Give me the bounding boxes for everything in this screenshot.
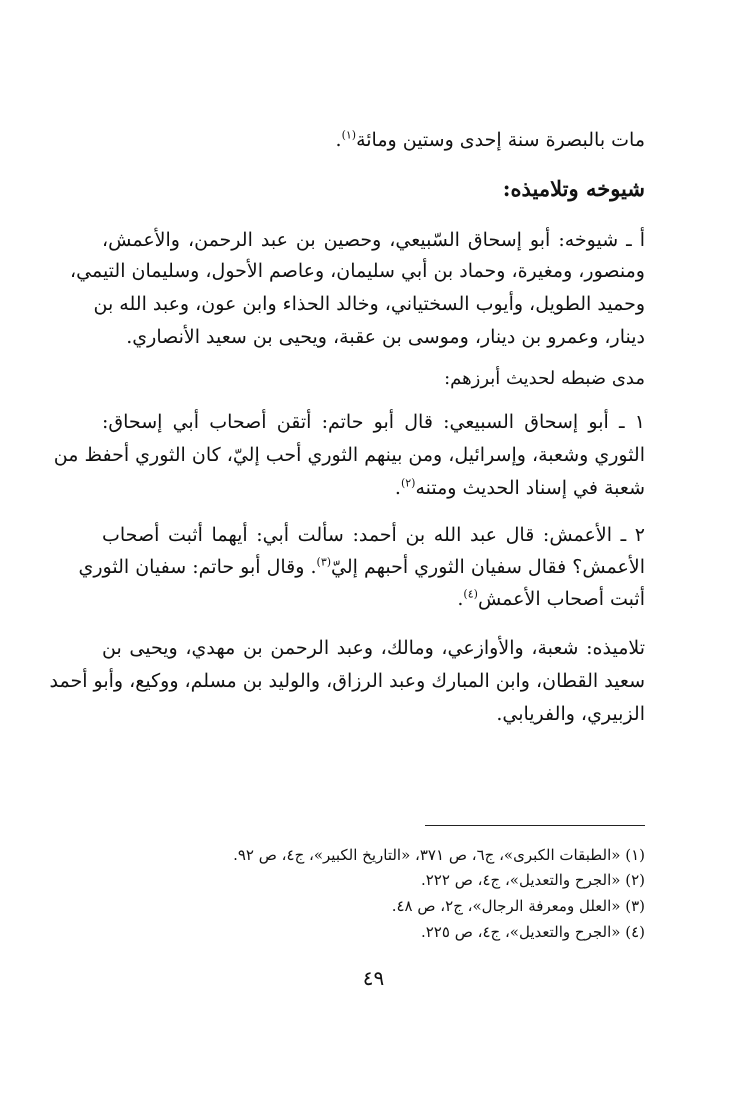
- text-line-13-body: أثبت أصحاب الأعمش: [477, 588, 645, 610]
- page-number: ٤٩: [362, 966, 385, 990]
- subheading: مدى ضبطه لحديث أبرزهم:: [444, 368, 645, 389]
- text-line-8: ١ ـ أبو إسحاق السبيعي: قال أبو حاتم: أتقن أصحاب أبي إسحاق:: [102, 411, 645, 433]
- footnote-3: (٣) «العلل ومعرفة الرجال»، ج٢، ص ٤٨.: [391, 897, 645, 915]
- text-line-10-body: شعبة في إسناد الحديث ومتنه: [415, 477, 645, 499]
- text-line-10: [102, 474, 645, 502]
- footnote-divider: [425, 825, 645, 826]
- text-line-1: [102, 126, 645, 154]
- footnote-1: (١) «الطبقات الكبرى»، ج٦، ص ٣٧١، «التاريخ الكبير»، ج٤، ص ٩٢.: [233, 846, 645, 864]
- text-line-4: ومنصور، ومغيرة، وحماد بن أبي سليمان، وعاصم الأحول، وسليمان التيمي،: [69, 260, 645, 282]
- text-line-6: دينار، وعمرو بن دينار، وموسى بن عقبة، ويحيى بن سعيد الأنصاري.: [126, 326, 645, 348]
- footnote-ref-4: (٤): [463, 587, 478, 601]
- text-line-16: الزبيري، والفريابي.: [496, 703, 645, 725]
- text-line-12-b: . وقال أبو حاتم: سفيان الثوري: [78, 556, 317, 578]
- text-line-1-end: .: [335, 129, 342, 151]
- footnote-ref-1: (١): [341, 128, 357, 142]
- text-line-10-end: .: [394, 477, 401, 499]
- footnote-ref-3: (٣): [316, 555, 332, 569]
- text-line-13-end: .: [457, 588, 464, 610]
- text-line-13: [102, 585, 645, 613]
- text-line-15: سعيد القطان، وابن المبارك وعبد الرزاق، والوليد بن مسلم، ووكيع، وأبو أحمد: [49, 670, 645, 692]
- text-line-12-a: الأعمش؟ فقال سفيان الثوري أحبهم إليّ: [331, 556, 645, 578]
- text-line-5: وحميد الطويل، وأيوب السختياني، وخالد الحذاء وابن عون، وعبد الله بن: [93, 293, 645, 315]
- text-line-1-body: مات بالبصرة سنة إحدى وستين ومائة: [356, 129, 645, 151]
- text-line-11: ٢ ـ الأعمش: قال عبد الله بن أحمد: سألت أبي: أيهما أثبت أصحاب: [102, 524, 645, 546]
- text-line-14: تلاميذه: شعبة، والأوازعي، ومالك، وعبد الرحمن بن مهدي، ويحيى بن: [102, 637, 645, 659]
- footnote-4: (٤) «الجرح والتعديل»، ج٤، ص ٢٢٥.: [420, 923, 645, 941]
- text-line-3: أ ـ شيوخه: أبو إسحاق السّبيعي، وحصين بن عبد الرحمن، والأعمش،: [102, 229, 645, 251]
- footnote-2: (٢) «الجرح والتعديل»، ج٤، ص ٢٢٢.: [420, 871, 645, 889]
- text-line-9: الثوري وشعبة، وإسرائيل، ومن بينهم الثوري أحب إليّ، كان الثوري أحفظ من: [53, 444, 645, 466]
- text-line-12: [78, 553, 645, 581]
- section-heading: شيوخه وتلاميذه:: [502, 176, 645, 201]
- footnote-ref-2: (٢): [400, 476, 416, 490]
